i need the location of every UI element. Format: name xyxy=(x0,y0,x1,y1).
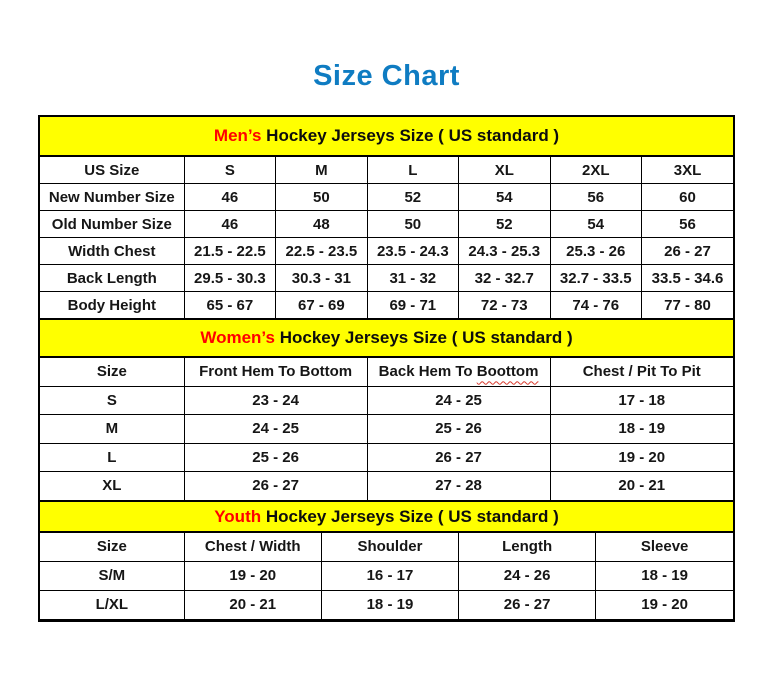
size-cell: 52 xyxy=(367,184,458,211)
size-cell: 23.5 - 24.3 xyxy=(367,238,458,265)
size-cell: 50 xyxy=(276,184,367,211)
row-label: S/M xyxy=(40,561,184,590)
size-cell: 52 xyxy=(459,211,550,238)
size-cell: 24 - 26 xyxy=(459,561,596,590)
size-cell: 46 xyxy=(184,184,275,211)
row-label: XL xyxy=(40,472,184,501)
size-cell: 20 - 21 xyxy=(550,472,733,501)
size-cell: 21.5 - 22.5 xyxy=(184,238,275,265)
size-cell: 67 - 69 xyxy=(276,292,367,319)
size-cell: 32.7 - 33.5 xyxy=(550,265,641,292)
size-cell: 19 - 20 xyxy=(550,443,733,472)
row-label: Old Number Size xyxy=(40,211,184,238)
size-cell: 54 xyxy=(459,184,550,211)
size-cell: 24 - 25 xyxy=(184,415,367,444)
column-header: M xyxy=(276,157,367,184)
section-header-womens xyxy=(40,319,733,357)
row-label: Back Length xyxy=(40,265,184,292)
column-header: Length xyxy=(459,532,596,561)
section-header-rest: Hockey Jerseys Size ( US standard ) xyxy=(261,506,559,526)
column-header-row xyxy=(40,157,733,184)
table-row xyxy=(40,472,733,501)
row-label: New Number Size xyxy=(40,184,184,211)
column-header: L xyxy=(367,157,458,184)
size-cell: 33.5 - 34.6 xyxy=(641,265,733,292)
size-cell: 19 - 20 xyxy=(184,561,321,590)
size-cell: 69 - 71 xyxy=(367,292,458,319)
column-header-row xyxy=(40,532,733,561)
size-cell: 22.5 - 23.5 xyxy=(276,238,367,265)
section-youth xyxy=(40,501,733,620)
section-header-youth xyxy=(40,501,733,532)
size-cell: 32 - 32.7 xyxy=(459,265,550,292)
table-row xyxy=(40,184,733,211)
section-header-highlight: Men’s xyxy=(213,126,262,145)
table-row xyxy=(40,443,733,472)
size-cell: 20 - 21 xyxy=(184,590,321,619)
table-row xyxy=(40,265,733,292)
column-header: XL xyxy=(459,157,550,184)
size-cell: 25 - 26 xyxy=(367,415,550,444)
row-label: Width Chest xyxy=(40,238,184,265)
column-header: Chest / Width xyxy=(184,532,321,561)
size-chart xyxy=(38,115,735,622)
column-header-row xyxy=(40,358,733,387)
size-cell: 26 - 27 xyxy=(641,238,733,265)
section-header-highlight: Youth xyxy=(214,506,262,526)
column-header: Back Hem To Boottom xyxy=(367,358,550,387)
size-cell: 25.3 - 26 xyxy=(550,238,641,265)
size-cell: 29.5 - 30.3 xyxy=(184,265,275,292)
size-cell: 74 - 76 xyxy=(550,292,641,319)
table-row xyxy=(40,386,733,415)
column-header: S xyxy=(184,157,275,184)
column-header: Front Hem To Bottom xyxy=(184,358,367,387)
column-header: 2XL xyxy=(550,157,641,184)
section-header-highlight: Women’s xyxy=(200,328,275,347)
mens-size-table xyxy=(40,156,733,319)
table-row xyxy=(40,561,733,590)
youth-size-table xyxy=(40,532,733,620)
column-header: Sleeve xyxy=(596,532,733,561)
row-label: L/XL xyxy=(40,590,184,619)
table-row xyxy=(40,590,733,619)
size-cell: 26 - 27 xyxy=(367,443,550,472)
table-row xyxy=(40,211,733,238)
column-header: US Size xyxy=(40,157,184,184)
page-title: Size Chart xyxy=(313,60,460,92)
size-cell: 77 - 80 xyxy=(641,292,733,319)
size-cell: 24 - 25 xyxy=(367,386,550,415)
size-cell: 30.3 - 31 xyxy=(276,265,367,292)
size-cell: 50 xyxy=(367,211,458,238)
table-row xyxy=(40,415,733,444)
size-cell: 18 - 19 xyxy=(321,590,458,619)
size-cell: 23 - 24 xyxy=(184,386,367,415)
size-cell: 18 - 19 xyxy=(550,415,733,444)
row-label: Body Height xyxy=(40,292,184,319)
section-mens xyxy=(40,117,733,319)
column-header: Shoulder xyxy=(321,532,458,561)
column-header: Size xyxy=(40,532,184,561)
section-womens xyxy=(40,319,733,501)
size-cell: 19 - 20 xyxy=(596,590,733,619)
size-cell: 48 xyxy=(276,211,367,238)
size-cell: 24.3 - 25.3 xyxy=(459,238,550,265)
size-cell: 27 - 28 xyxy=(367,472,550,501)
column-header: 3XL xyxy=(641,157,733,184)
size-cell: 16 - 17 xyxy=(321,561,458,590)
size-cell: 25 - 26 xyxy=(184,443,367,472)
size-cell: 26 - 27 xyxy=(184,472,367,501)
section-header-rest: Hockey Jerseys Size ( US standard ) xyxy=(274,328,573,347)
table-row xyxy=(40,292,733,319)
size-cell: 18 - 19 xyxy=(596,561,733,590)
table-row xyxy=(40,238,733,265)
size-cell: 26 - 27 xyxy=(459,590,596,619)
size-cell: 17 - 18 xyxy=(550,386,733,415)
womens-size-table xyxy=(40,357,733,501)
size-cell: 72 - 73 xyxy=(459,292,550,319)
row-label: S xyxy=(40,386,184,415)
section-header-mens xyxy=(40,117,733,156)
row-label: M xyxy=(40,415,184,444)
row-label: L xyxy=(40,443,184,472)
column-header: Chest / Pit To Pit xyxy=(550,358,733,387)
size-cell: 65 - 67 xyxy=(184,292,275,319)
misspelled-word: Boottom xyxy=(476,363,539,381)
size-cell: 60 xyxy=(641,184,733,211)
section-header-rest: Hockey Jerseys Size ( US standard ) xyxy=(261,126,560,145)
size-cell: 46 xyxy=(184,211,275,238)
size-cell: 56 xyxy=(641,211,733,238)
size-cell: 54 xyxy=(550,211,641,238)
size-cell: 56 xyxy=(550,184,641,211)
size-cell: 31 - 32 xyxy=(367,265,458,292)
column-header: Size xyxy=(40,358,184,387)
